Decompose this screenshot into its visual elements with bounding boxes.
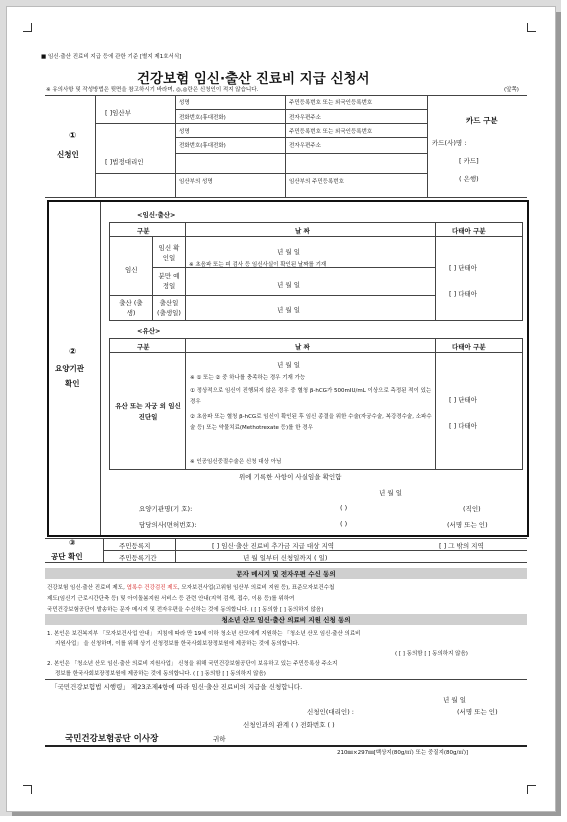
consent-teen-header: 청소년 산모 임신·출산 의료비 지원 신청 동의 [221,616,351,624]
due-date[interactable]: 년 월 일 [277,281,300,289]
mis-col-header-date: 날 짜 [295,343,310,351]
official-seal-label: (직인) [463,505,481,513]
label-rrn: 주민등록번호 또는 외국인등록번호 [289,100,373,106]
consent-sms-header: 문자 메시지 및 전자우편 수신 동의 [236,570,336,578]
addressee: 국민건강보험공단 이사장 [65,734,159,744]
consent-sms-line-3[interactable]: 국민건강보험공단이 발송하는 문자 메시지 및 전자우편을 수신하는 것에 동의합니다. ( [ ] 동의함 [ ] 동의하지 않음) [47,607,324,613]
section-2-label-2: 확인 [65,379,80,388]
row-birth-date: 출산일 (출생일) [157,299,181,317]
registration-period-field[interactable]: 년 월 일부터 신청일까지 ( 일) [243,554,328,562]
page-title: 건강보험 임신·출산 진료비 지급 신청서 [137,71,370,87]
pregnancy-note: ※ 초음파 또는 피 검사 등 임신사실이 확인된 날짜를 기재 [189,262,327,268]
row-miscarriage-diagnosis: 유산 또는 자궁 외 임신 진단일 [115,402,181,421]
confirm-date[interactable]: 년 월 일 [277,248,300,256]
section-3-number: ③ [69,538,76,547]
mis-note-1: ※ ① 또는 ② 중 하나를 충족하는 경우 기재 가능 [190,375,306,381]
mis-col-header-multiple: 다태아 구분 [452,343,486,351]
row-due-date: 분만 예정일 [158,272,180,290]
option-single-birth[interactable]: [ ] 단태아 [449,264,478,272]
paper-spec: 210㎜×297㎜[백상지(80g/㎡) 또는 중질지(80g/㎡)] [337,750,469,756]
applicant-sign-label: 신청인(대리인) : [307,708,355,716]
row-pregnancy: 임신 [125,266,138,274]
applicant-sign-field[interactable]: (서명 또는 인) [457,708,498,716]
mis-note-3: ② 초음파 또는 혈청 β-hCG로 임신이 확인된 후 임신 종결을 위한 수술(자궁수술, 복강경수술, 소파수술 등) 또는 약물치료(Methotrexate 등)를 한 경우 [190,414,432,431]
label-rep-name: 성명 [179,129,190,135]
card-company-label: 카드(사)명 : [432,139,467,147]
doctor-sign-label: (서명 또는 인) [447,521,488,529]
confirm-date-line[interactable]: 년 월 일 [379,489,402,497]
institution-name-label: 요양기관명(기 호): [139,505,193,513]
document-page [6,6,556,812]
birth-date[interactable]: 년 월 일 [277,306,300,314]
confirm-statement: 위에 기록한 사항이 사실임을 확인함 [239,473,342,481]
row-birth: 출산 (출생) [119,299,143,317]
mis-col-header-type: 구분 [137,343,150,351]
crop-mark [527,23,536,32]
doctor-label: 담당의사(면허번호): [139,521,197,529]
label-email: 전자우편주소 [289,115,321,121]
label-rep-rrn: 주민등록번호 또는 외국인등록번호 [289,129,373,135]
mis-note-2: ① 정상적으로 임신이 진행되지 않은 경우 중 혈청 β-hCG가 500mIU/mL 이상으로 측정된 적이 있는 경우 [190,388,432,405]
bank-option[interactable]: ( 은행) [459,175,479,183]
card-option[interactable]: [ 카드] [459,157,479,165]
section-1-label: 신청인 [57,150,79,159]
crop-mark [23,23,32,32]
institution-code-field[interactable]: ( ) [340,504,348,512]
form-reference: ■ 임신·출산 진료비 지급 등에 관한 기준 [별지 제1호서식] [41,54,182,60]
col-header-date: 날 짜 [295,227,310,235]
label-name: 성명 [179,100,190,106]
col-header-type: 구분 [137,227,150,235]
mis-option-multiple[interactable]: [ ] 다태아 [449,422,478,430]
label-mother-name: 임산부의 성명 [179,179,213,185]
section-miscarriage: <유산> [137,327,161,335]
mis-option-single[interactable]: [ ] 단태아 [449,396,478,404]
section-3-label: 공단 확인 [51,552,83,561]
col-header-multiple: 다태아 구분 [452,227,486,235]
application-date[interactable]: 년 월 일 [443,696,466,704]
doctor-license-field[interactable]: ( ) [340,520,348,528]
label-phone: 전화번호(휴대전화) [179,115,226,121]
label-registration-period: 주민등록기간 [119,554,157,562]
section-1-number: ① [69,131,77,141]
relation-phone-field[interactable]: 신청인과의 관계 ( ) 전화번호 ( ) [243,721,335,729]
option-legal-representative[interactable]: [ ]법정대리인 [105,158,144,166]
legal-basis: 「국민건강보험법 시행령」 제23조제4항에 따라 임신·출산 진료비의 지급을 신청합니다. [51,683,303,691]
consent-teen-item-1a: 1. 본인은 보건복지부 「모자보건사업 안내」 지침에 따라 만 19세 이하 청소년 산모에게 지원하는 「청소년 산모 임신·출산 의료비 [47,631,361,637]
addressee-suffix: 귀하 [213,735,226,743]
mis-note-4: ※ 인공임신중절수술은 신청 대상 아님 [190,459,282,465]
instruction-note: ※ 유의사항 및 작성방법은 뒷면을 참고하시기 바라며, ◎,◎란은 신청인이 적지 않습니다. [46,87,259,93]
consent-sms-line-2: 제도(임신기 근로시간단축 등) 및 아이돌봄지원 서비스 등 관련 안내(지역 검색, 접수, 이용 등)를 위하여 [47,596,295,602]
label-rep-phone: 전화번호(휴대전화) [179,143,226,149]
label-registered-address: 주민등록지 [119,542,151,550]
row-pregnancy-confirm: 임신 확인일 [158,244,180,262]
option-other-region[interactable]: [ ] 그 밖의 지역 [439,542,484,550]
consent-teen-item-1-choice[interactable]: ( [ ] 동의함 [ ] 동의하지 않음) [395,651,468,657]
option-extra-support-region[interactable]: [ ] 임신·출산 진료비 추가금 지급 대상 지역 [212,542,335,550]
section-2-number: ② [69,347,77,357]
crop-mark [527,785,536,794]
section-2-label-1: 요양기관 [55,364,84,373]
section-pregnancy-birth: <임신·출산> [137,211,176,219]
consent-teen-item-1b: 지원사업」 을 신청하며, 이를 위해 상기 신청정보를 한국사회보장정보원에 제공하는 것에 동의합니다. [55,641,300,647]
page-side-label: (앞쪽) [504,87,519,93]
consent-sms-line-1: 건강보험 임신·출산 진료비 제도, 엽록수 건강검진 제도, 모자보건사업(고위험 임산부 의료비 지원 등), 표준모자보건수첩 [47,585,335,591]
label-mother-rrn: 임산부의 주민등록번호 [289,179,344,185]
option-multiple-birth[interactable]: [ ] 다태아 [449,290,478,298]
label-rep-email: 전자우편주소 [289,143,321,149]
miscarriage-date[interactable]: 년 월 일 [277,361,300,369]
crop-mark [23,785,32,794]
consent-teen-item-2a: 2. 본인은 「청소년 산모 임신·출산 의료비 지원사업」 신청을 위해 국민건강보험공단이 보유하고 있는 주민등록상 주소지 [47,661,338,667]
consent-teen-item-2b[interactable]: 정보를 한국사회보장정보원에 제공하는 것에 동의합니다. ( [ ] 동의함 [ ] 동의하지 않음) [55,671,266,677]
option-pregnant-woman[interactable]: [ ]임산부 [105,109,131,117]
card-type-title: 카드 구분 [466,116,498,125]
